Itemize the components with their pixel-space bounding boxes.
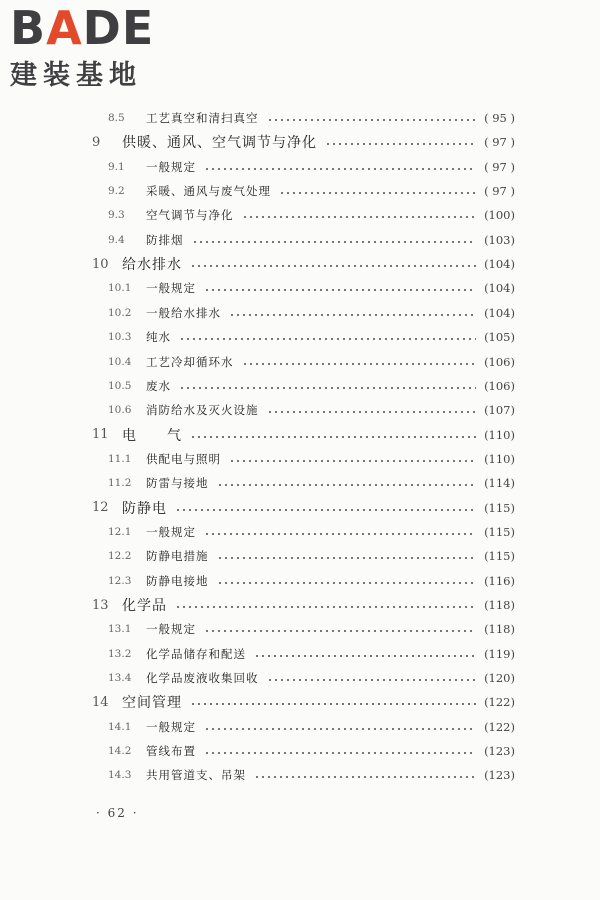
toc-title: 给水排水 — [122, 257, 182, 274]
toc-section-row[interactable] — [108, 181, 515, 201]
toc-number: 9.1 — [108, 160, 125, 173]
toc-number: 12 — [92, 500, 109, 516]
toc-number: 12.3 — [108, 574, 132, 587]
toc-page-ref: (106) — [484, 354, 515, 369]
toc-title: 一般规定 — [146, 719, 196, 734]
toc-leader-dots — [267, 411, 476, 413]
toc-number: 11.2 — [108, 477, 132, 490]
toc-page-ref: (103) — [484, 232, 515, 247]
toc-chapter-row[interactable] — [92, 595, 515, 615]
toc-leader-dots — [190, 436, 476, 438]
toc-page-ref: (104) — [484, 257, 515, 272]
toc-number: 12.2 — [108, 550, 132, 563]
toc-title: 一般规定 — [146, 622, 196, 637]
toc-number: 9 — [92, 134, 101, 150]
toc-title: 化学品储存和配送 — [146, 646, 246, 661]
toc-title: 化学品 — [122, 598, 167, 614]
toc-number: 10.1 — [108, 282, 132, 295]
toc-number: 14 — [92, 694, 109, 710]
toc-title: 共用管道支、吊架 — [146, 768, 246, 783]
toc-page-ref: (104) — [484, 305, 515, 320]
toc-title: 一般规定 — [146, 159, 196, 174]
toc-number: 11.1 — [108, 452, 132, 465]
toc-leader-dots — [254, 655, 476, 657]
page-number: · 62 · — [96, 806, 139, 820]
toc-number: 13 — [92, 597, 109, 613]
toc-leader-dots — [204, 728, 476, 730]
toc-title: 防静电接地 — [146, 573, 209, 588]
toc-page-ref: ( 97 ) — [484, 135, 515, 150]
logo-letters-de: DE — [82, 1, 155, 55]
toc-number: 13.1 — [108, 623, 132, 636]
toc-page-ref: ( 95 ) — [484, 111, 515, 125]
toc-title: 管线布置 — [146, 744, 196, 759]
toc-page-ref: (118) — [484, 622, 515, 637]
toc-section-row[interactable] — [108, 376, 515, 396]
toc-chapter-row[interactable] — [92, 425, 515, 445]
toc-number: 10.3 — [108, 331, 132, 344]
toc-title: 工艺真空和清扫真空 — [146, 111, 259, 125]
toc-page-ref: (116) — [484, 573, 515, 588]
toc-chapter-row[interactable] — [92, 498, 515, 518]
toc-section-row[interactable] — [108, 644, 515, 664]
toc-number: 10.2 — [108, 306, 132, 319]
logo-subtitle: 建装基地 — [10, 60, 142, 91]
toc-leader-dots — [179, 338, 476, 340]
toc-number: 13.4 — [108, 672, 132, 685]
toc-section-row[interactable] — [108, 473, 515, 493]
toc-page-ref: (105) — [484, 330, 515, 345]
toc-number: 9.3 — [108, 209, 125, 222]
toc-section-row[interactable] — [108, 157, 515, 177]
toc-leader-dots — [229, 460, 476, 462]
toc-title: 工艺冷却循环水 — [146, 354, 234, 369]
toc-leader-dots — [242, 363, 476, 365]
toc-page-ref: (115) — [484, 549, 515, 564]
toc-number: 9.4 — [108, 233, 125, 246]
toc-page-ref: (100) — [484, 208, 515, 223]
toc-number: 13.2 — [108, 647, 132, 660]
toc-page-ref: ( 97 ) — [484, 184, 515, 199]
toc-title: 供暖、通风、空气调节与净化 — [122, 135, 317, 152]
toc-chapter-row[interactable] — [92, 692, 515, 712]
toc-section-row[interactable] — [108, 741, 515, 761]
toc-title: 化学品废液收集回收 — [146, 671, 259, 686]
toc-section-row[interactable] — [108, 449, 515, 469]
toc-leader-dots — [229, 314, 476, 316]
toc-number: 10.5 — [108, 379, 132, 392]
toc-leader-dots — [192, 241, 476, 243]
toc-leader-dots — [204, 289, 476, 291]
toc-number: 11 — [92, 427, 109, 443]
toc-leader-dots — [204, 630, 476, 632]
toc-title: 一般给水排水 — [146, 305, 221, 320]
toc-title: 防雷与接地 — [146, 476, 209, 491]
toc-section-row[interactable] — [108, 205, 515, 225]
toc-leader-dots — [217, 484, 476, 486]
toc-section-row[interactable] — [108, 400, 515, 420]
toc-leader-dots — [204, 168, 476, 170]
toc-title: 防静电措施 — [146, 549, 209, 564]
toc-section-row[interactable] — [108, 230, 515, 250]
toc-leader-dots — [325, 143, 476, 145]
toc-section-row[interactable] — [108, 619, 515, 639]
toc-number: 10.4 — [108, 355, 132, 368]
toc-leader-dots — [217, 582, 476, 584]
toc-title: 纯水 — [146, 330, 171, 345]
toc-leader-dots — [254, 776, 476, 778]
toc-title: 一般规定 — [146, 524, 196, 539]
toc-section-row[interactable] — [108, 546, 515, 566]
toc-page-ref: (107) — [484, 403, 515, 418]
toc-section-row[interactable] — [108, 765, 515, 785]
toc-page-ref: (122) — [484, 695, 515, 710]
toc-section-row[interactable] — [108, 278, 515, 298]
toc-page-ref: (120) — [484, 671, 515, 686]
toc-page-ref: (110) — [484, 427, 515, 442]
toc-page-ref: (119) — [484, 646, 515, 661]
toc-page-ref: ( 97 ) — [484, 159, 515, 174]
toc-leader-dots — [204, 752, 476, 754]
toc-leader-dots — [217, 557, 476, 559]
toc-page-ref: (104) — [484, 281, 515, 296]
toc-section-row[interactable] — [108, 668, 515, 688]
toc-page-ref: (114) — [484, 476, 515, 491]
toc-number: 8.5 — [108, 112, 125, 124]
toc-section-row[interactable] — [108, 303, 515, 323]
toc-number: 10 — [92, 256, 109, 272]
toc-page-ref: (123) — [484, 744, 515, 759]
toc-page-ref: (110) — [484, 451, 515, 466]
toc-page-ref: (122) — [484, 719, 515, 734]
toc-title: 废水 — [146, 378, 171, 393]
toc-leader-dots — [175, 606, 476, 608]
toc-leader-dots — [242, 216, 476, 218]
toc-number: 14.2 — [108, 745, 132, 758]
toc-number: 10.6 — [108, 404, 132, 417]
toc-leader-dots — [175, 509, 476, 511]
toc-leader-dots — [190, 265, 476, 267]
toc-chapter-row[interactable] — [92, 254, 515, 274]
logo-letters-b: B — [10, 1, 47, 55]
toc-title: 一般规定 — [146, 281, 196, 296]
toc-title: 防静电 — [122, 500, 167, 517]
toc-title: 防排烟 — [146, 232, 184, 247]
toc-section-row[interactable] — [108, 327, 515, 347]
logo-letter-a: A — [46, 1, 83, 55]
toc-section-row[interactable] — [108, 108, 515, 128]
toc-leader-dots — [267, 679, 476, 681]
toc-page-ref: (115) — [484, 524, 515, 539]
toc-title: 供配电与照明 — [146, 451, 221, 466]
toc-section-row[interactable] — [108, 571, 515, 591]
toc-title: 空间管理 — [122, 695, 182, 712]
toc-number: 9.2 — [108, 185, 125, 198]
toc-page-ref: (106) — [484, 378, 515, 393]
toc-section-row[interactable] — [108, 522, 515, 542]
toc-page-ref: (118) — [484, 598, 515, 612]
toc-leader-dots — [267, 119, 476, 121]
toc-title: 消防给水及灭火设施 — [146, 403, 259, 418]
toc-leader-dots — [279, 192, 476, 194]
toc-number: 14.3 — [108, 769, 132, 782]
toc-title: 空气调节与净化 — [146, 208, 234, 223]
toc-chapter-row[interactable] — [92, 132, 515, 152]
toc-number: 12.1 — [108, 525, 132, 538]
toc-section-row[interactable] — [108, 352, 515, 372]
toc-title: 电 气 — [122, 427, 182, 444]
toc-page-ref: (115) — [484, 500, 515, 515]
toc-section-row[interactable] — [108, 717, 515, 737]
toc-leader-dots — [190, 703, 476, 705]
toc-number: 14.1 — [108, 720, 132, 733]
toc-page-ref: (123) — [484, 768, 515, 783]
toc-title: 采暖、通风与废气处理 — [146, 184, 271, 199]
toc-leader-dots — [204, 533, 476, 535]
toc-leader-dots — [179, 387, 476, 389]
